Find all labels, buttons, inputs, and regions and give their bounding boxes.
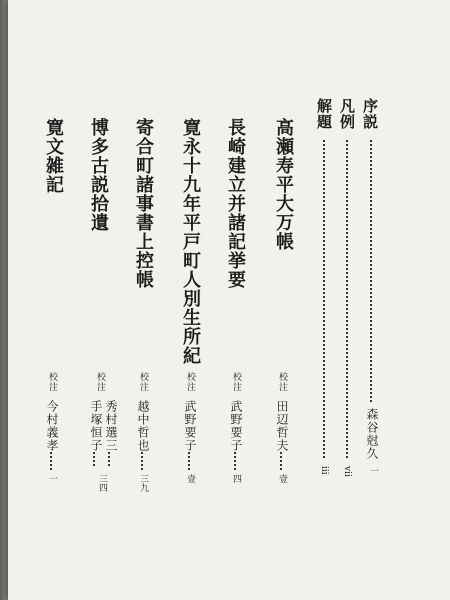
entry-role: 校注 bbox=[95, 372, 105, 392]
leader-dots bbox=[50, 452, 52, 470]
entry-title: 寛文雑記 bbox=[43, 118, 64, 194]
entry-editor-second: 手塚恒子 bbox=[89, 400, 103, 452]
book-gutter bbox=[0, 0, 8, 600]
front-page-number: 一 bbox=[368, 466, 378, 475]
front-page-number: vii bbox=[342, 466, 352, 477]
leader-dots bbox=[280, 452, 282, 470]
front-title-notes: 凡例 bbox=[338, 98, 356, 130]
entry-page: 壹 bbox=[185, 474, 195, 483]
entry-role: 校注 bbox=[231, 372, 241, 392]
leader-dots bbox=[93, 452, 95, 466]
entry-page: 三九 bbox=[138, 474, 148, 492]
leader-dots bbox=[141, 452, 143, 470]
entry-title: 高瀬寿平大万帳 bbox=[273, 118, 294, 251]
contents-page bbox=[8, 0, 450, 600]
entry-editor: 田辺哲夫 bbox=[275, 400, 289, 452]
leader-dots bbox=[234, 452, 236, 470]
leader-dots bbox=[346, 140, 348, 458]
entry-page: 一 bbox=[47, 474, 57, 483]
entry-editor: 秀村選三 bbox=[104, 400, 118, 452]
entry-editor: 武野要子 bbox=[229, 400, 243, 452]
front-author: 森谷尅久 bbox=[365, 408, 379, 460]
leader-dots bbox=[188, 452, 190, 470]
entry-role: 校注 bbox=[185, 372, 195, 392]
entry-page: 四 bbox=[231, 474, 241, 483]
leader-dots bbox=[370, 140, 372, 402]
front-title-preface: 序説 bbox=[361, 98, 379, 130]
entry-title: 寛永十九年平戸町人別生所紀 bbox=[180, 118, 201, 365]
entry-title: 寄合町諸事書上控帳 bbox=[133, 118, 154, 289]
leader-dots bbox=[323, 140, 325, 458]
entry-title: 博多古説拾遺 bbox=[88, 118, 109, 232]
entry-editor: 越中哲也 bbox=[136, 400, 150, 452]
leader-dots bbox=[108, 452, 110, 466]
entry-editor: 武野要子 bbox=[183, 400, 197, 452]
entry-page: 壹 bbox=[277, 474, 287, 483]
entry-role: 校注 bbox=[277, 372, 287, 392]
entry-page: 三四 bbox=[97, 474, 107, 492]
entry-editor: 今村義孝 bbox=[45, 400, 59, 452]
front-title-commentary: 解題 bbox=[315, 98, 333, 130]
entry-role: 校注 bbox=[47, 372, 57, 392]
entry-title: 長崎建立并諸記挙要 bbox=[225, 118, 246, 289]
entry-role: 校注 bbox=[138, 372, 148, 392]
front-page-number: iii bbox=[319, 466, 329, 475]
